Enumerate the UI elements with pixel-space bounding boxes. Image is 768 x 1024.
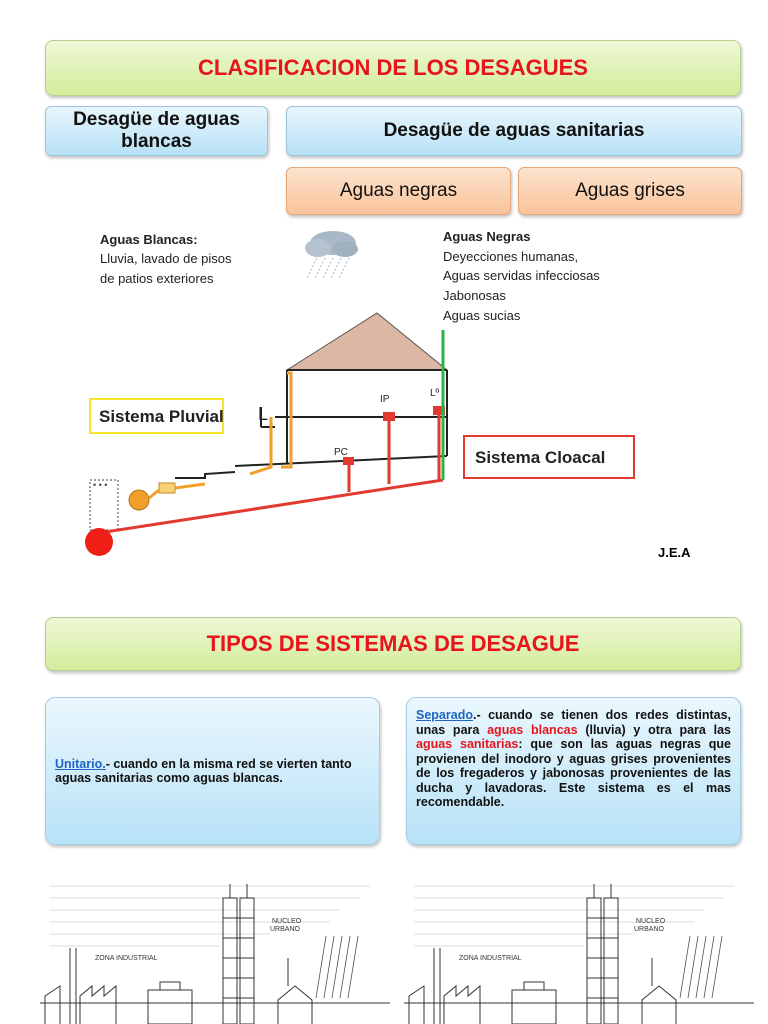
zona-industrial-label: ZONA INDUSTRIAL — [95, 955, 158, 962]
aguas-negras-line4: Aguas sucias — [443, 308, 521, 323]
box-aguas-blancas — [45, 106, 268, 156]
aguas-negras-line1: Deyecciones humanas, — [443, 249, 579, 264]
aguas-blancas-highlight: aguas blancas — [487, 722, 578, 737]
nucleo-label: NUCLEO — [272, 918, 302, 925]
aguas-blancas-line1: Lluvia, lavado de pisos — [100, 251, 232, 266]
separado-part1: .- cuando se tienen dos redes distintas, unas para — [416, 708, 731, 737]
unitario-sketch — [40, 878, 390, 1024]
house-roof — [287, 313, 447, 370]
box-aguas-sanitarias — [286, 106, 742, 156]
sewer-main-pipe — [105, 480, 443, 532]
unitario-description: - cuando en la misma red se vierten tanto aguas sanitarias como aguas blancas. — [55, 756, 352, 785]
nucleo-label: NUCLEO — [636, 918, 666, 925]
svg-text:• • •: • • • — [93, 480, 108, 490]
section-title-clasificacion — [45, 40, 741, 96]
separado-link[interactable]: Separado — [416, 708, 473, 722]
section-title-tipos — [45, 617, 741, 671]
aguas-negras-title: Aguas Negras — [443, 229, 531, 244]
author-credit: J.E.A — [658, 545, 691, 560]
separado-part3: : que son las aguas negras que provienen del inodoro y aguas grises provenientes de los fregaderos y jabonosas provenientes de las ducha y lavadoras. Este sistema es el mas recomendable. — [416, 737, 732, 809]
box-aguas-blancas-label: Desagüe de aguas blancas — [73, 109, 240, 152]
box-aguas-sanitarias-label: Desagüe de aguas sanitarias — [383, 120, 645, 141]
lo-label: Lº — [430, 388, 440, 399]
drainage-diagram — [75, 222, 675, 567]
l-label: L — [258, 404, 269, 424]
urbano-label: URBANO — [270, 926, 300, 933]
separado-part2: (lluvia) y otra para las — [577, 722, 732, 737]
sistema-cloacal-label: Sistema Cloacal — [475, 448, 606, 467]
sistema-pluvial-label: Sistema Pluvial — [99, 407, 224, 426]
separado-text — [407, 698, 740, 820]
box-aguas-grises-label: Aguas grises — [575, 180, 685, 201]
box-aguas-negras-label: Aguas negras — [339, 180, 458, 201]
box-aguas-negras — [286, 167, 511, 215]
aguas-negras-line2: Aguas servidas infecciosas — [443, 268, 600, 283]
zona-industrial-label: ZONA INDUSTRIAL — [459, 955, 522, 962]
pc-label: PC — [334, 447, 348, 458]
aguas-negras-line3: Jabonosas — [443, 288, 506, 303]
rain-cloud-icon — [305, 231, 358, 278]
box-aguas-grises — [518, 167, 742, 215]
title-text: CLASIFICACION DE LOS DESAGUES — [198, 55, 588, 80]
sewer-outlet — [85, 528, 113, 556]
aguas-blancas-title: Aguas Blancas: — [100, 232, 198, 247]
urbano-label: URBANO — [634, 926, 664, 933]
unitario-box — [45, 697, 380, 845]
unitario-text — [46, 757, 379, 786]
separado-sketch — [404, 878, 754, 1024]
title-text: TIPOS DE SISTEMAS DE DESAGUE — [206, 631, 580, 656]
separado-box — [406, 697, 741, 845]
aguas-sanitarias-highlight: aguas sanitarias — [416, 737, 519, 751]
ip-label: IP — [380, 394, 390, 405]
pluvial-chamber — [129, 490, 149, 510]
unitario-link[interactable]: Unitario. — [55, 756, 106, 771]
aguas-blancas-line2: de patios exteriores — [100, 271, 214, 286]
